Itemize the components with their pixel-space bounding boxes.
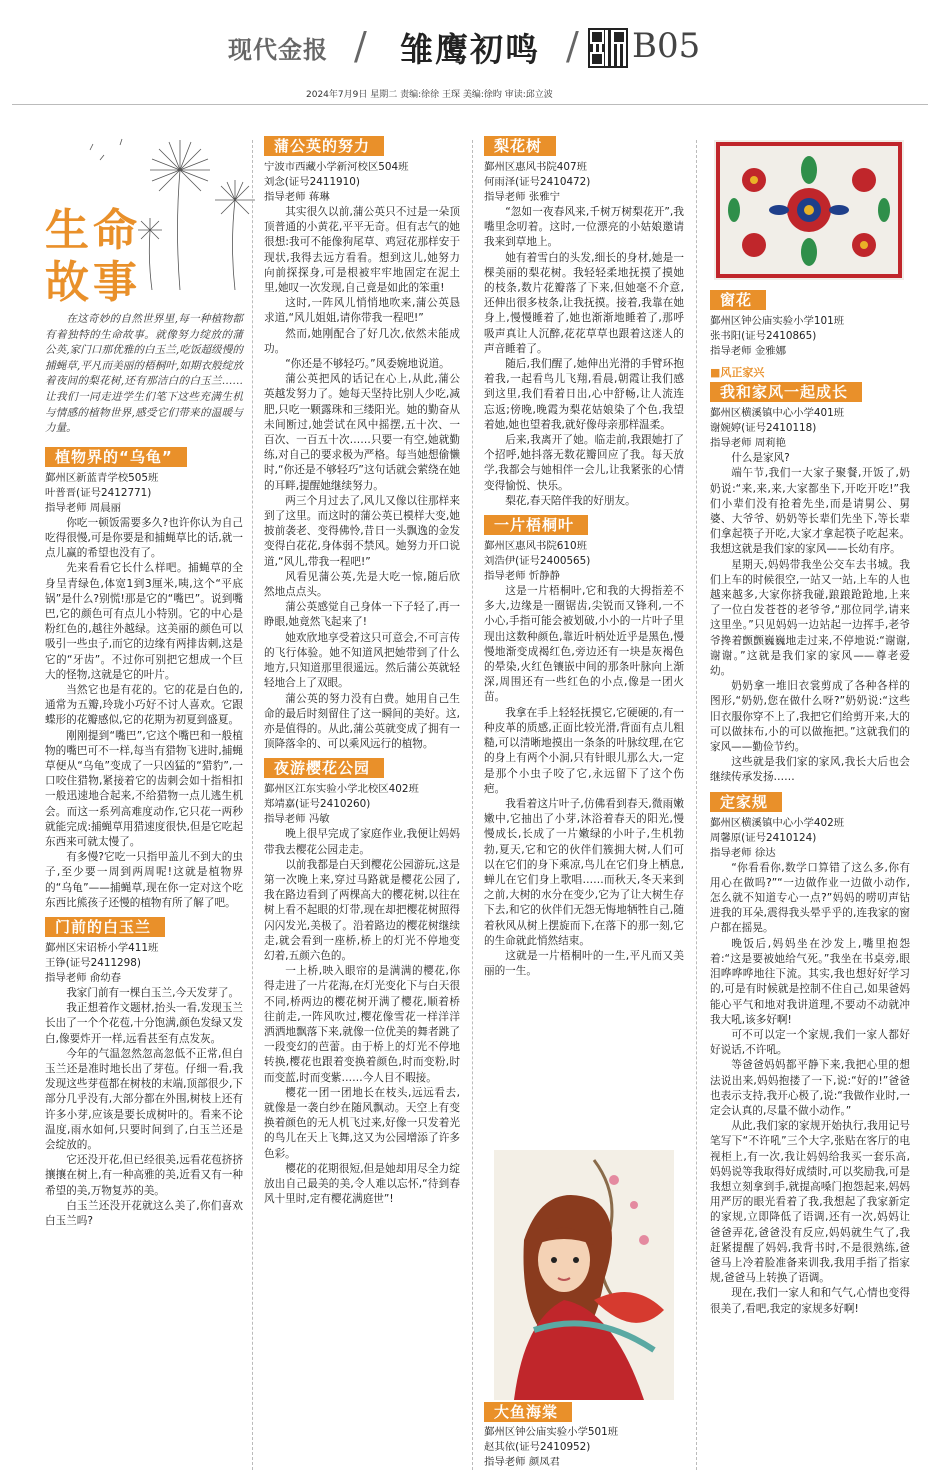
author: 赵其依(证号2410952) [484, 1441, 591, 1453]
paragraph: 你吃一顿饭需要多久?也许你认为自己吃得很慢,可是你要是和捕蝇草比的话,就一点儿赢的希望也没有了。 [45, 516, 243, 560]
paragraph: 这是一片梧桐叶,它和我的大拇指差不多大,边缘是一圈锯齿,尖锐而又锋利,一不小心,手指可能会被划破,小小的一片叶子里现出这数种颜色,靠近叶柄处近乎是黑色,慢慢地渐变成褐红色,旁边还有一块是灰褐色的晕染,火红色镶嵌中间的那条叶脉向上渐深,周围还有一些红色的小点,像是一团火苗。 [484, 585, 684, 704]
paragraph: “忽如一夜春风来,千树万树梨花开”,我嘴里念叨着。这时,一位漂亮的小姑娘邀请我来到草地上。 [484, 206, 684, 249]
teacher: 指导老师 颜凤君 [484, 1456, 561, 1468]
paragraph: 白玉兰还没开花就这么美了,你们喜欢白玉兰吗? [45, 1199, 243, 1228]
school: 鄞州区宋诏桥小学411班 [45, 942, 159, 955]
column-1 [45, 312, 243, 1229]
paragraph: 随后,我们醒了,她伸出光滑的手臂环抱着我,一起看鸟儿飞翔,看晨,朝霞让我们感到这里,我们看着日出,心中舒畅,让人流连忘返;傍晚,晚霞为梨花姑娘染了个色,我望着她,她也望着我,就好像母亲那样温柔。 [484, 358, 684, 431]
dateline: 2024年7月9日 星期二 责编:徐徐 王琛 美编:徐昀 审读:邱立波 [306, 90, 553, 100]
teacher: 指导老师 张雅宁 [484, 191, 561, 203]
paragraph: 有多慢?它吃一只指甲盖儿不到大的虫子,至少要一周到两周呢!这就是植物界的“乌龟”——捕蝇草,现在你一定对这个吃东西比熊孩子还慢的植物有所了解了吧。 [45, 851, 243, 909]
paragraph: 我正想着作文题材,抬头一看,发现玉兰长出了一个个花苞,十分饱满,颜色发绿又发白,像要炸开一样,远看甚至有点发灰。 [45, 1002, 243, 1045]
paragraph: 现在,我们一家人和和气气,心情也变得很美了,看吧,我定的家规多好啊! [710, 1287, 910, 1315]
feature-title-line1: 生命 [45, 205, 141, 256]
feature-title-line2: 故事 [45, 257, 141, 308]
heading-plane-leaf: 一片梧桐叶 [484, 515, 588, 535]
paragraph: 樱花一团一团地长在枝头,远远看去,就像是一袭白纱在随风飘动。天空上有变换着颜色的无人机飞过来,好像一只发着光的鸟儿在天上飞舞,这又为公园增添了许多色彩。 [264, 1086, 460, 1160]
paragraph: “你看看你,数学口算错了这么多,你有用心在做吗?”“一边做作业一边做小动作,怎么就不知道专心一点?”妈妈的唠叨声钻进我的耳朵,震得我头晕乎乎的,连我家的窗户都在摇晃。 [710, 861, 910, 935]
author: 刘念(证号2411910) [264, 176, 360, 188]
paragraph: 刚刚提到“嘴巴”,它这个嘴巴和一般植物的嘴巴可不一样,每当有猎物飞进时,捕蝇草便从“乌龟”变成了一只凶猛的“猎豹”,一口咬住猎物,紧接着它的齿刺会如十指相扣一般迅速地合起来,不给猎物一点儿逃生机会。而这一系列高难度动作,它只花一两秒就能完成:捕蝇草用猎速度很快,但是它吃起东西来可就太慢了。 [45, 729, 243, 849]
column-2 [264, 136, 460, 1207]
teacher: 指导老师 周莉艳 [710, 437, 787, 450]
paragraph: 晚饭后,妈妈坐在沙发上,嘴里抱怨着:“这是要被她给气死。”我坐在书桌旁,眼泪哗哗哗地往下流。其实,我也想好好学习的,可是有时候就是控制不住自己,如果爸妈能心平气和地对我讲道理,不要动不动就冲我大吼,该多好啊! [710, 937, 910, 1026]
paragraph: 蒲公英感觉自己身体一下子轻了,再一睁眼,她竟然飞起来了! [264, 601, 460, 629]
page-number: B05 [632, 26, 701, 66]
teacher: 指导老师 徐达 [710, 846, 776, 859]
masthead-slash-left: / [354, 24, 367, 68]
paragraph: 两三个月过去了,风儿又像以往那样来到了这里。而这时的蒲公英已模样大变,她披前袭老、变得佛怜,昔日一头飘逸的金发变得白花花,身体弱不禁风。她努力开口说道,“风儿,带我一程吧!” [264, 494, 460, 568]
paragraph: 樱花的花期很短,但是她却用尽全力绽放出自己最美的美,令人难以忘怀,“待到春风十里时,定有樱花满庭世”! [264, 1162, 460, 1206]
author: 刘浩伊(证号2400565) [484, 555, 591, 568]
school: 鄞州区新蓝青学校505班 [45, 471, 159, 484]
heading-big-fish: 大鱼海棠 [484, 1402, 572, 1422]
paragraph: 这就是一片梧桐叶的一生,平凡而又美丽的一生。 [484, 949, 684, 978]
painting-caption-fish [484, 1402, 684, 1470]
paragraph: 我拿在手上轻轻抚摸它,它硬硬的,有一种皮革的质感,正面比较光滑,背面有点儿粗糙,可以清晰地摸出一条条的叶脉纹理,在它的身上有两个小洞,只有针眼儿那么大,一定是那个小虫子咬了它,永远留下了这个伤疤。 [484, 706, 684, 795]
paragraph: 这时,一阵风儿悄悄地吹来,蒲公英恳求道,“风儿姐姐,请你带我一程吧!” [264, 297, 460, 325]
author: 叶普晋(证号2412771) [45, 486, 152, 499]
paragraph: 它还没开花,但已经很美,远看花苞挤挤攘攘在树上,有一种高雅的美,近看又有一种希望的美,万物复苏的美。 [45, 1154, 243, 1197]
paragraph: “你还是不够轻巧。”风委婉地说道。 [285, 358, 450, 371]
paragraph: 风看见蒲公英,先是大吃一惊,随后欣然地点点头。 [264, 570, 460, 599]
heading-dandelion: 蒲公英的努力 [264, 136, 384, 156]
paragraph: 梨花,春天陪伴我的好朋友。 [505, 494, 636, 507]
column-divider [252, 140, 253, 1470]
paragraph: 奶奶拿一堆旧衣裳剪成了各种各样的图形,“奶奶,您在做什么呀?”奶奶说:“这些旧衣服你穿不上了,我把它们给剪开来,大的可以做抹布,小的可以做拖把。”这就我们的家风——勤俭节约。 [710, 680, 910, 754]
author: 张书阳(证号2410865) [710, 330, 817, 342]
paper-name: 现代金报 [228, 35, 328, 64]
school: 鄞州区钟公庙实验小学101班 [710, 315, 845, 327]
section-title: 雏鹰初鸣 [400, 30, 540, 69]
paragraph: 其实很久以前,蒲公英只不过是一朵顶顶普通的小黄花,平平无奇。但有志气的她很想:我可不能像狗尾草、鸡冠花那样安于现状,我得去远方看看。想到这儿,她努力向前探探身,可是根被牢牢地固定在泥土里,她叹一次发现,自己竟是如此的笨重! [264, 206, 460, 295]
teacher: 指导老师 俞幼春 [45, 972, 122, 985]
author: 何雨泽(证号2410472) [484, 176, 591, 188]
column-divider [472, 140, 473, 1470]
school: 宁波市西藏小学新河校区504班 [264, 161, 409, 173]
school: 鄞州区惠风书院407班 [484, 161, 587, 173]
paragraph: 一上桥,映入眼帘的是满满的樱花,你得走进了一片花海,在灯光变化下与白天很不同,桥两边的樱花树开满了樱花,顺着桥往前走,一阵风吹过,樱花像雪花一样洋洋洒洒地飘落下来,就像一位优美的舞者跳了一段变幻的芭蕾。由于桥上的灯光不停地转换,樱花也跟着变换着颜色,时而变粉,时而变蓝,时而变紫……今人目不暇接。 [264, 965, 460, 1084]
paragraph: 从此,我们家的家规开始执行,我用记号笔写下“不许吼”三个大字,张贴在客厅的电视柜上,有一次,我让妈妈给我买一套乐高,妈妈说等我取得好成绩时,可以奖励我,可是我想立刻拿到手,就提高嗓门抱怨起来,妈妈用严厉的眼光看着了我,我想起了我家新定的家规,立即降低了语调,还有一次,妈妈让爸爸弄花,爸爸没有反应,妈妈就生气了,我赶紧提醒了妈妈,我背书时,不是很熟练,爸爸马上冷着脸准备来训我,我用手指了指家规,爸爸马上转换了语调。 [710, 1120, 910, 1285]
paragraph: 可不可以定一个家规,我们一家人都好好说话,不许吼。 [710, 1028, 910, 1057]
school: 鄞州区钟公庙实验小学501班 [484, 1426, 619, 1438]
column-divider [696, 140, 697, 1470]
paragraph: 端午节,我们一大家子聚餐,开饭了,奶奶说:“来,来,来,大家都坐下,开吃开吃!”我们小辈们没有抢着先坐,而是请舅公、舅婆、大爷爷、奶奶等长辈们先坐下,等长辈们拿起筷子开吃,大家才拿起筷子吃起来。我想这就是我们家的家风——长幼有序。 [710, 467, 910, 556]
teacher: 指导老师 蒋琳 [264, 191, 330, 203]
paragraph: 当然它也是有花的。它的花是白色的,通常为五瓣,玲珑小巧好不讨人喜欢。它跟蝶形的花瓣感似,它的花期为初夏到盛夏。 [45, 683, 243, 727]
author: 周馨原(证号2410124) [710, 831, 817, 844]
heading-pear-tree: 梨花树 [484, 136, 556, 156]
author: 郑靖嘉(证号2410260) [264, 798, 371, 811]
column-3 [484, 136, 684, 979]
masthead [0, 0, 934, 80]
paragraph: 蒲公英把风的话记在心上,从此,蒲公英越发努力了。她每天坚持比别人少吃,减肥,只吃一颗露珠和三缕阳光。她的勤奋从未间断过,她尝试在风中摇摆,五十次、一百次、一百五十次……只要一有空,她就勤练,对自己的要求极为严格。每当她想偷懒时,“你还是不够轻巧”这句话就会萦绕在她的耳畔,提醒她继续努力。 [264, 373, 460, 492]
paragraph: 以前我都是白天到樱花公园游玩,这是第一次晚上来,穿过马路就是樱花公园了,我在路边看到了两棵高大的樱花树,以往在树上看不起眼的灯带,现在却把樱花树照得闪闪发光,美极了。沿着路边的樱花树继续走,就会看到一座桥,桥上的灯光不停地变幻着,五颜六色的。 [264, 858, 460, 962]
paragraph: 等爸爸妈妈都平静下来,我把心里的想法说出来,妈妈抱搂了一下,说:“好的!”爸爸也表示支持,我开心极了,说:“我做作业时,一定会认真的,尽量不做小动作。” [710, 1059, 910, 1117]
author: 王铮(证号2411298) [45, 957, 141, 970]
paragraph: 她有着雪白的头发,细长的身材,她是一棵美丽的梨花树。我轻轻柔地抚摸了摸她的枝条,数片花瓣落了下来,但她毫不介意,还伸出很多枝条,让我抚摸。接着,我靠在她身上,慢慢睡着了,她也渐渐地睡着了,那呼吸声真让人沉醉,花花草草也跟着这迷人的声音睡着了。 [484, 251, 684, 355]
heading-family-culture: 我和家风一起成长 [710, 382, 862, 402]
paragraph: 先来看看它长什么样吧。捕蝇草的全身呈青绿色,体宽1到3厘米,咦,这个“平底锅”是什么?别慌!那是它的“嘴巴”。说到嘴巴,它的颜色可有点儿小特别。它的中心是粉红色的,越往外越绿。这美丽的颜色可以吸引一些虫子,而它的边缘有两排齿刺,这是它的“牙齿”。不过你可别把它想成一个巨大的怪物,这就是它的叶片。 [45, 562, 243, 681]
paragraph: 什么是家风? [731, 452, 790, 465]
teacher: 指导老师 周晨丽 [45, 501, 122, 514]
paragraph: 后来,我离开了她。临走前,我跟她打了个招呼,她抖落无数花瓣回应了我。每天放学,我都会与她相伴一会儿,让我紧张的心情变得愉悦、快乐。 [484, 434, 684, 492]
paragraph: 星期天,妈妈带我坐公交车去书城。我们上车的时候很空,一站又一站,上车的人也越来越多,大家你挤我碰,踉踉跄跄地,上来了一位白发苍苍的老爷爷,“那位同学,请来这里坐。”只见妈妈一边站起一边挥手,老爷爷搀着颤颤巍巍地走过来,不停地说:“谢谢,谢谢。”这就是我们家的家风——尊老爱幼。 [710, 558, 910, 678]
paragraph: 我看着这片叶子,仿佛看到春天,微雨嫩嫩中,它抽出了小芽,沐浴着春天的阳光,慢慢成长,长成了一片嫩绿的小叶子,生机勃勃,夏天,它和它的伙伴们簇拥大树,人们可以在它们的身下乘凉,鸟儿在它们身上栖息,蝉儿在它们身上歌唱……而秋天,冬天来到之前,大树的水分在变少,它为了让大树生存下去,和它的伙伴们无怨无悔地牺牲自己,随着秋风从树上摆旋而下,在落下的那一刻,它的生命就此悄然结束。 [484, 797, 684, 947]
paragraph: 晚上很早完成了家庭作业,我便让妈妈带我去樱花公园走走。 [264, 828, 460, 856]
heading-flytrap: 植物界的“乌龟” [45, 447, 187, 467]
author: 谢婉婷(证号2410118) [710, 422, 817, 435]
paragraph: 蒲公英的努力没有白费。她用自己生命的最后时刻留住了这一瞬间的美好。这,亦是值得的。从此,蒲公英就变成了拥有一顶降落伞的、可以乘风远行的植物。 [264, 692, 460, 751]
school: 鄞州区江东实验小学北校区402班 [264, 783, 419, 796]
paragraph: 我家门前有一棵白玉兰,今天发芽了。 [66, 987, 240, 1000]
teacher: 指导老师 冯敏 [264, 813, 330, 826]
teacher: 指导老师 忻静静 [484, 570, 561, 583]
heading-cherry-park: 夜游樱花公园 [264, 758, 384, 778]
heading-window-flower: 窗花 [710, 290, 766, 310]
girl-with-fish-painting [494, 1150, 674, 1400]
heading-family-rules: 定家规 [710, 792, 782, 812]
paragraph: 今年的气温忽然忽高忽低不正常,但白玉兰还是准时地长出了芽苞。仔细一看,我发现这些芽苞都在树枝的末端,顶部很少,下部分几乎没有,大部分都在外围,树枝上还有许多小芽,应该是要长成树叶的。看来不论温度,雨水如何,只要时间到了,白玉兰还是会绽放的。 [45, 1047, 243, 1152]
paragraph: 这些就是我们家的家风,我长大后也会继续传承发扬…… [710, 756, 910, 784]
qr-code-icon[interactable] [588, 28, 628, 68]
masthead-slash-right: / [566, 24, 579, 68]
feature-intro: 在这奇妙的自然世界里,每一种植物都有着独特的生命故事。就像努力绽放的蒲公英,家门口那优雅的白玉兰,吃饭超级慢的捕蝇草,平凡而美丽的梧桐叶,如期衣般绽放着夜间的梨花树,还有那洁白的白玉兰……让我们一同走进学生们笔下这些充满生机与情感的植物世界,感受它们带来的温暖与力量。 [45, 313, 243, 435]
window-flower-painting [714, 140, 904, 280]
section-tag: ■风正家兴 [710, 366, 765, 379]
column-4 [710, 290, 910, 1317]
paragraph: 然而,她刚配合了好几次,依然未能成功。 [264, 327, 460, 355]
heading-magnolia: 门前的白玉兰 [45, 917, 165, 937]
school: 鄞州区横溪镇中心小学401班 [710, 407, 845, 420]
school: 鄞州区惠风书院610班 [484, 540, 587, 553]
header-rule [12, 104, 928, 105]
feature-title [45, 205, 141, 309]
paragraph: 她欢欣地享受着这只可意会,不可言传的飞行体验。她不知道风把她带到了什么地方,只知道那里很遥远。然后蒲公英就轻轻地合上了双眼。 [264, 631, 460, 690]
school: 鄞州区横溪镇中心小学402班 [710, 816, 845, 829]
teacher: 指导老师 金雅娜 [710, 345, 787, 357]
